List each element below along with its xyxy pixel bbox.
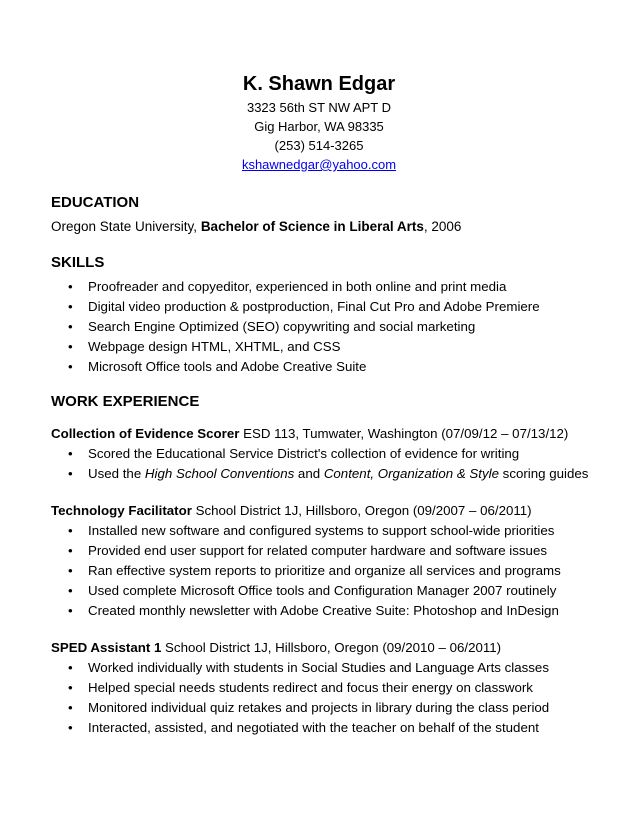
job-entry — [51, 501, 611, 621]
job-role: Technology Facilitator — [51, 503, 192, 518]
education-entry — [51, 217, 611, 237]
work-experience-heading: WORK EXPERIENCE — [51, 393, 200, 410]
degree-name: Bachelor of Science in Liberal Arts — [200, 219, 424, 234]
bullet-icon: • — [68, 523, 73, 538]
list-item: • Used the High School Conventions and Content, Organization & Style scoring guides — [51, 464, 611, 484]
job-role: Collection of Evidence Scorer — [51, 426, 240, 441]
list-item: • Monitored individual quiz retakes and projects in library during the class period — [51, 698, 611, 718]
job-details: School District 1J, Hillsboro, Oregon (09/2010 – 06/2011) — [161, 640, 502, 655]
bullet-icon: • — [68, 720, 73, 735]
bullet-icon: • — [68, 446, 73, 461]
job-entry — [51, 424, 611, 484]
bullet-icon: • — [68, 700, 73, 715]
street-address: 3323 56th ST NW APT D — [246, 100, 392, 115]
work-experience-section — [51, 392, 611, 738]
graduation-year: , 2006 — [423, 219, 462, 234]
job-duties-list — [51, 444, 611, 484]
bullet-icon: • — [68, 543, 73, 558]
list-item: • Used complete Microsoft Office tools and Configuration Manager 2007 routinely — [51, 581, 611, 601]
job-heading — [51, 638, 611, 658]
email-link[interactable]: kshawnedgar@yahoo.com — [241, 157, 397, 172]
bullet-icon: • — [68, 279, 73, 294]
bullet-icon: • — [68, 603, 73, 618]
list-item: • Proofreader and copyeditor, experienced in both online and print media — [51, 277, 611, 297]
job-duties-list — [51, 658, 611, 738]
list-item: • Installed new software and configured systems to support school-wide priorities — [51, 521, 611, 541]
phone-number: (253) 514-3265 — [274, 138, 364, 153]
bullet-icon: • — [68, 339, 73, 354]
list-item: • Created monthly newsletter with Adobe Creative Suite: Photoshop and InDesign — [51, 601, 611, 621]
education-heading: EDUCATION — [51, 194, 140, 211]
resume-header — [0, 70, 638, 174]
bullet-icon: • — [68, 680, 73, 695]
education-section — [51, 193, 611, 237]
job-details: ESD 113, Tumwater, Washington (07/09/12 – 07/13/12) — [239, 426, 569, 441]
bullet-icon: • — [68, 563, 73, 578]
job-entry — [51, 638, 611, 738]
job-duties-list — [51, 521, 611, 621]
list-item: • Microsoft Office tools and Adobe Creative Suite — [51, 357, 611, 377]
bullet-icon: • — [68, 466, 73, 481]
skills-section — [51, 253, 611, 377]
list-item: • Webpage design HTML, XHTML, and CSS — [51, 337, 611, 357]
list-item: • Interacted, assisted, and negotiated with the teacher on behalf of the student — [51, 718, 611, 738]
bullet-icon: • — [68, 319, 73, 334]
school-name: Oregon State University, — [51, 219, 201, 234]
job-details: School District 1J, Hillsboro, Oregon (09/2007 – 06/2011) — [191, 503, 532, 518]
list-item: • Helped special needs students redirect and focus their energy on classwork — [51, 678, 611, 698]
bullet-icon: • — [68, 583, 73, 598]
job-heading — [51, 424, 611, 444]
list-item: • Search Engine Optimized (SEO) copywriting and social marketing — [51, 317, 611, 337]
bullet-icon: • — [68, 359, 73, 374]
bullet-icon: • — [68, 660, 73, 675]
skills-heading: SKILLS — [51, 254, 105, 271]
bullet-icon: • — [68, 299, 73, 314]
list-item: • Worked individually with students in Social Studies and Language Arts classes — [51, 658, 611, 678]
city-state-zip: Gig Harbor, WA 98335 — [254, 119, 384, 134]
job-role: SPED Assistant 1 — [51, 640, 162, 655]
skills-list — [51, 277, 611, 377]
list-item: • Digital video production & postproduction, Final Cut Pro and Adobe Premiere — [51, 297, 611, 317]
candidate-name: K. Shawn Edgar — [242, 73, 396, 95]
list-item: • Scored the Educational Service District's collection of evidence for writing — [51, 444, 611, 464]
job-heading — [51, 501, 611, 521]
list-item: • Provided end user support for related computer hardware and software issues — [51, 541, 611, 561]
list-item: • Ran effective system reports to prioritize and organize all services and programs — [51, 561, 611, 581]
